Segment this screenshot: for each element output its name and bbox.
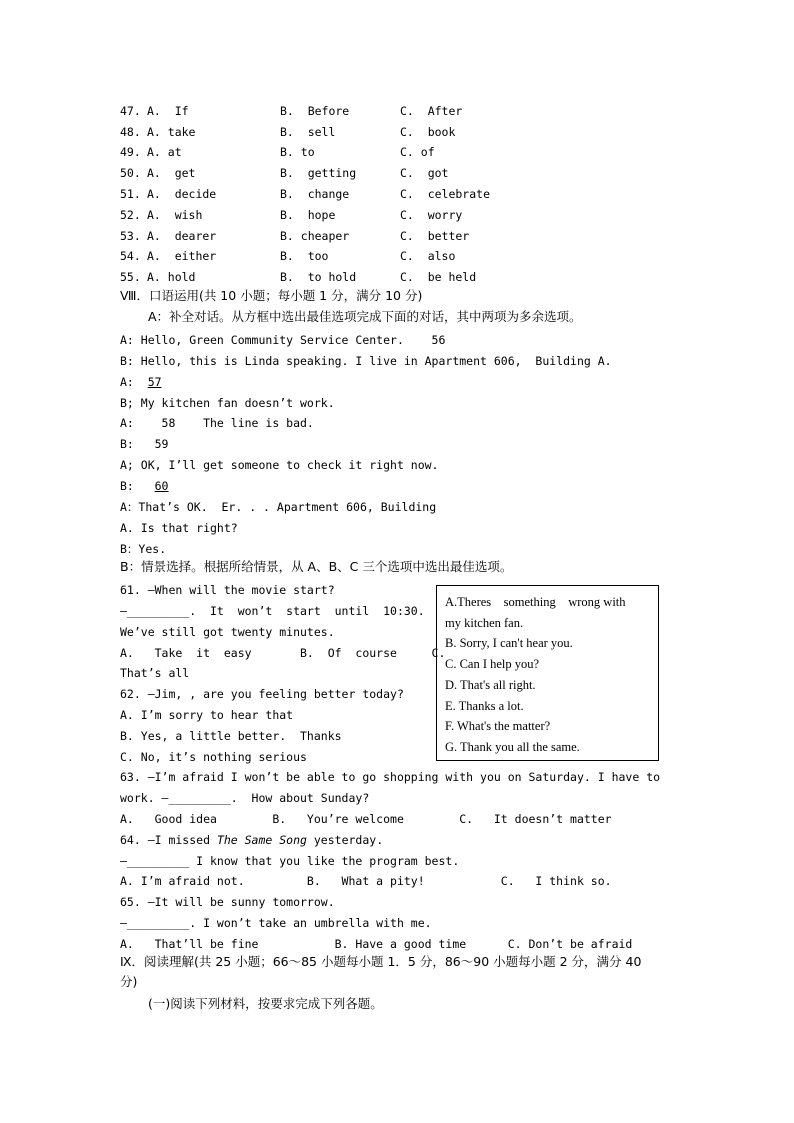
question-62-option-b: B. Yes, a little better. Thanks [120, 729, 342, 743]
blank-57: 57 [147, 375, 162, 389]
box-option: G. Thank you all the same. [445, 739, 580, 754]
question-65: 65. —It will be sunny tomorrow. [120, 895, 335, 909]
option-c: C. also [400, 249, 456, 263]
dialogue-line: B: 60 [120, 479, 169, 493]
question-61-options: That’s all [120, 666, 190, 680]
question-number: 54. [120, 249, 141, 263]
dialogue-line: B; My kitchen fan doesn’t work. [120, 396, 335, 410]
option-row [120, 125, 720, 141]
question-63-options: A. Good idea B. You’re welcome C. It doesn’t matter [120, 812, 612, 826]
option-b: B. to hold [280, 270, 357, 284]
question-number: 49. [120, 145, 141, 159]
dialogue-line: B: Hello, this is Linda speaking. I live in Apartment 606, Building A. [120, 354, 612, 368]
question-64: 64. —I missed The Same Song yesterday. [120, 833, 384, 847]
dialogue-line: B: 59 [120, 437, 169, 451]
question-62: 62. —Jim, , are you feeling better today? [120, 687, 404, 701]
option-row [120, 270, 720, 286]
option-row [120, 104, 720, 120]
section-8-part-b-instruction: B：情景选择。根据所给情景，从 A、B、C 三个选项中选出最佳选项。 [120, 559, 513, 574]
question-number: 51. [120, 187, 141, 201]
question-62-option-a: A. I’m sorry to hear that [120, 708, 294, 722]
option-a: A. If [147, 104, 189, 118]
option-row [120, 166, 720, 182]
option-a: A. wish [147, 208, 203, 222]
question-64-line: —_________ I know that you like the program best. [120, 854, 460, 868]
option-a: A. dearer [147, 229, 217, 243]
option-a: A. take [147, 125, 196, 139]
option-b: B. cheaper [280, 229, 350, 243]
option-b: B. getting [280, 166, 357, 180]
question-61-line: We’ve still got twenty minutes. [120, 625, 335, 639]
question-number: 47. [120, 104, 141, 118]
option-c: C. of [400, 145, 435, 159]
option-c: C. After [400, 104, 463, 118]
song-title: The Same Song [216, 833, 307, 847]
option-c: C. worry [400, 208, 463, 222]
option-a: A. decide [147, 187, 217, 201]
section-8-title: Ⅷ．口语运用(共 10 小题；每小题 1 分，满分 10 分) [120, 288, 423, 303]
question-65-options: A. That’ll be fine B. Have a good time C. Don’t be afraid [120, 937, 633, 951]
question-64-options: A. I’m afraid not. B. What a pity! C. I think so. [120, 874, 612, 888]
question-number: 55. [120, 270, 141, 284]
option-c: C. celebrate [400, 187, 491, 201]
option-b: B. Before [280, 104, 350, 118]
option-a: A. at [147, 145, 182, 159]
box-option: D. That's all right. [445, 677, 536, 692]
option-row [120, 208, 720, 224]
question-number: 50. [120, 166, 141, 180]
question-65-line: —_________. I won’t take an umbrella with me. [120, 916, 432, 930]
option-a: A. either [147, 249, 217, 263]
option-b: B. change [280, 187, 350, 201]
option-row [120, 187, 720, 203]
option-row [120, 229, 720, 245]
box-option: B. Sorry, I can't hear you. [445, 636, 573, 651]
question-62-option-c: C. No, it’s nothing serious [120, 750, 307, 764]
option-b: B. sell [280, 125, 336, 139]
question-61-options: A. Take it easy B. Of course C. [120, 646, 446, 660]
question-number: 48. [120, 125, 141, 139]
blank-60: 60 [154, 479, 169, 493]
box-option: F. What's the matter? [445, 719, 551, 734]
box-option: E. Thanks a lot. [445, 698, 524, 713]
box-option: A.Theres something wrong with [445, 595, 626, 609]
dialogue-line: B：Yes. [120, 542, 167, 556]
option-row [120, 145, 720, 161]
dialogue-line: A. Is that right? [120, 521, 238, 535]
dialogue-line: A: 58 The line is bad. [120, 416, 314, 430]
question-61: 61. —When will the movie start? [120, 583, 335, 597]
question-number: 52. [120, 208, 141, 222]
section-9-title-cont: 分) [120, 974, 138, 989]
option-row [120, 249, 720, 265]
option-b: B. hope [280, 208, 336, 222]
section-8-part-a-instruction: A：补全对话。从方框中选出最佳选项完成下面的对话，其中两项为多余选项。 [148, 309, 582, 324]
question-number: 53. [120, 229, 141, 243]
question-61-line: —_________. It won’t start until 10:30. [120, 604, 425, 618]
question-63-line: work. —_________. How about Sunday? [120, 791, 370, 805]
dialogue-line: A: 57 [120, 375, 162, 389]
option-c: C. book [400, 125, 456, 139]
option-c: C. got [400, 166, 449, 180]
option-c: C. better [400, 229, 470, 243]
option-b: B. to [280, 145, 315, 159]
section-9-sub-instruction: (一)阅读下列材料，按要求完成下列各题。 [148, 996, 383, 1011]
question-63: 63. —I’m afraid I won’t be able to go shopping with you on Saturday. I have to [120, 770, 661, 784]
dialogue-options-box [436, 585, 659, 761]
section-9-title: Ⅸ．阅读理解(共 25 小题；66～85 小题每小题 1．5 分，86～90 小题每小题 2 分，满分 40 [120, 954, 642, 969]
box-option: my kitchen fan. [445, 615, 524, 630]
option-b: B. too [280, 249, 329, 263]
dialogue-line: A; OK, I’ll get someone to check it right now. [120, 458, 439, 472]
option-a: A. hold [147, 270, 196, 284]
dialogue-line: A：That’s OK. Er. . . Apartment 606, Building [120, 500, 437, 514]
dialogue-line: A: Hello, Green Community Service Center. 56 [120, 333, 446, 347]
option-a: A. get [147, 166, 196, 180]
box-option: C. Can I help you? [445, 657, 540, 672]
option-c: C. be held [400, 270, 477, 284]
